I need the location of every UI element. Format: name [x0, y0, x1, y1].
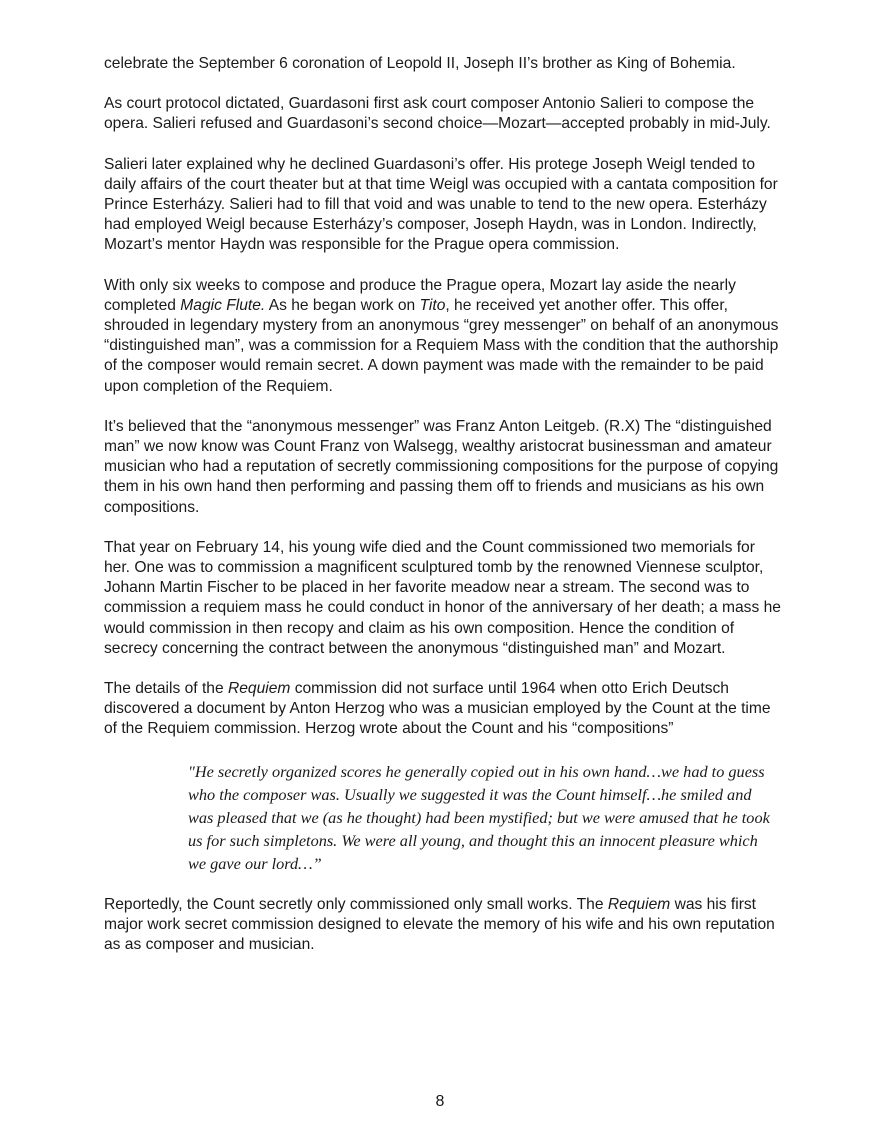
paragraph-final: [104, 895, 784, 956]
paragraph: [104, 54, 784, 74]
italic-text-run: Requiem: [607, 895, 671, 913]
italic-text-run: Tito: [419, 296, 446, 314]
paragraph: [104, 276, 784, 397]
italic-text-run: Magic Flute.: [180, 296, 266, 314]
text-run: Salieri later explained why he declined Guardasoni’s offer. His protege Joseph Weigl tended to daily affairs of the court theater but at that time Weigl was occupied with a cantata composition for Prince Esterházy. Salieri had to fill that void and was unable to tend to the new opera. Esterházy had employed Weigl because Esterházy’s composer, Joseph Haydn, was in London. Indirectly, Mozart’s mentor Haydn was responsible for the Prague opera commission.: [104, 155, 778, 254]
paragraph: [104, 679, 784, 740]
text-run: commission did not surface until 1964 when otto Erich Deutsch discovered a document by Anton Herzog who was a musician employed by the Count at the time of the Requiem commission. Herzog wrote about the Count and his “compositions”: [104, 680, 771, 738]
page-body: [104, 54, 784, 975]
italic-text-run: Requiem: [227, 680, 291, 698]
paragraph: [104, 94, 784, 134]
page-number: 8: [435, 1093, 445, 1110]
text-run: celebrate the September 6 coronation of Leopold II, Joseph II’s brother as King of Bohemia.: [104, 55, 736, 72]
text-run: As he began work on: [265, 296, 420, 314]
text-run: With only six weeks to compose and produce the Prague opera, Mozart lay aside the nearly completed: [104, 276, 736, 314]
text-run: It’s believed that the “anonymous messenger” was Franz Anton Leitgeb. (R.X) The “distinguished man” we now know was Count Franz von Walsegg, wealthy aristocrat businessman and amateur musician who had a reputation of secretly commissioning compositions for the purpose of copying them in his own hand then performing and passing them off to friends and musicians as his own compositions.: [104, 417, 779, 516]
block-quote: "He secretly organized scores he generally copied out in his own hand…we had to guess who the composer was. Usually we suggested it was the Count himself…he smiled and was pleased that we (as he thought) had been mystified; but we were amused that he took us for such simpletons. We were all young, and thought this an innocent pleasure which we gave our lord…”: [188, 761, 770, 873]
paragraph: [104, 417, 784, 518]
paragraph: [104, 538, 784, 659]
text-run: That year on February 14, his young wife died and the Count commissioned two memorials for her. One was to commission a magnificent sculptured tomb by the renowned Viennese sculptor, Johann Martin Fischer to be placed in her favorite meadow near a stream. The second was to commission a requiem mass he could conduct in honor of the anniversary of her death; a mass he would commission in then recopy and claim as his own composition. Hence the condition of secrecy concerning the contract between the anonymous “distinguished man” and Mozart.: [104, 538, 781, 657]
text-run: Reportedly, the Count secretly only commissioned only small works. The: [104, 895, 608, 913]
text-run: , he received yet another offer. This offer, shrouded in legendary mystery from an anonymous “grey messenger” on behalf of an anonymous “distinguished man”, was a commission for a Requiem Mass with the condition that the authorship of the composer would remain secret. A down payment was made with the remainder to be paid upon completion of the Requiem.: [104, 296, 779, 395]
text-run: As court protocol dictated, Guardasoni first ask court composer Antonio Salieri to compose the opera. Salieri refused and Guardasoni’s second choice—Mozart—accepted probably in mid-July.: [104, 95, 771, 133]
text-run: The details of the: [104, 680, 228, 698]
paragraph: [104, 155, 784, 256]
text-run: was his first major work secret commission designed to elevate the memory of his wife and his own reputation as as composer and musician.: [104, 895, 775, 954]
